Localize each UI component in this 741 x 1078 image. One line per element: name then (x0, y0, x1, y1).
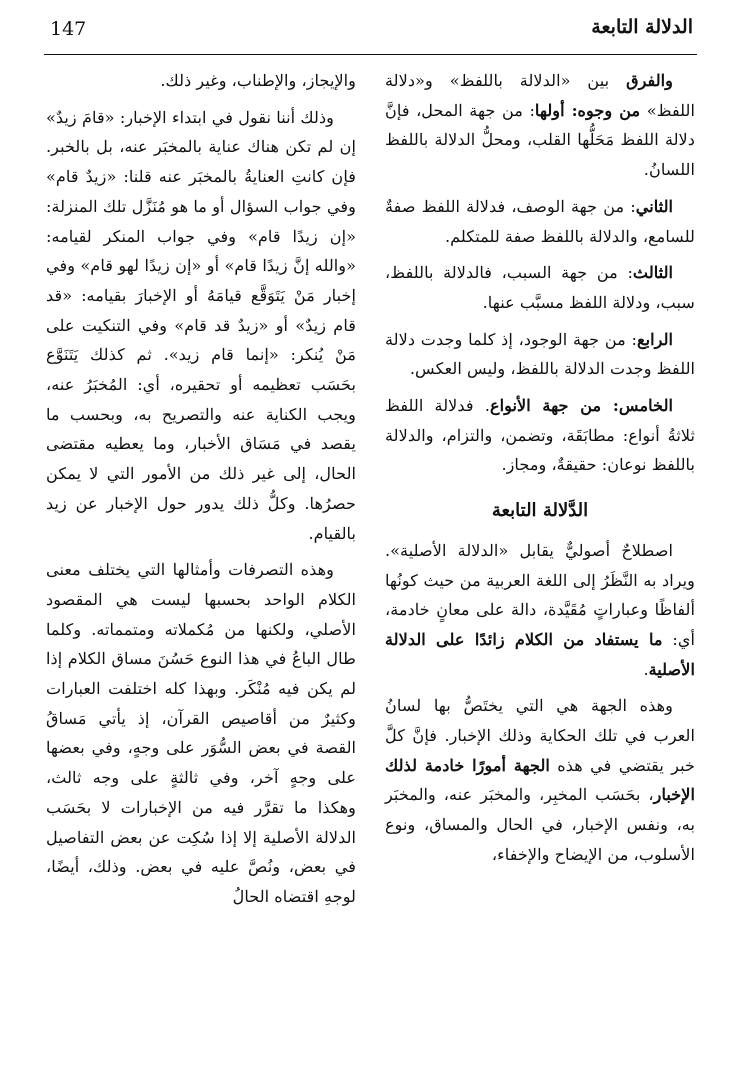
page-number: 147 (50, 18, 87, 40)
page-header (44, 14, 697, 55)
lead-term: الثالث (632, 263, 673, 283)
paragraph (385, 66, 695, 185)
paragraph (385, 192, 695, 251)
text-run: وهذه الجهة هي التي يختَصُّ بها لسانُ العرب في تلك الحكاية وذلك الإخبار. فإنَّ كلَّ خبر يقتضي في هذه (385, 696, 695, 775)
paragraph: وذلك أننا نقول في ابتداء الإخبار: «قامَ زيدٌ» إن لم تكن هناك عناية بالمخبَر عنه، بل بالخبر. فإن كانتِ العنايةُ بالمخبَر عنه قلنا: «زيدٌ قام» وفي جواب السؤال أو ما هو مُنَزَّل تلك المنزلة: «إن زيدًا قام» وفي جواب المنكر لقيامه: «والله إنَّ زيدًا قام» أو «إن زيدًا لهو قام» وفي إخبار مَنْ يَتَوَقَّع قيامَهُ أو الإخبارَ بقيامه: «قد قام زيدٌ» أو «زيدٌ قد قام» وفي التنكيت على مَنْ يُنكر: «إنما قام زيد». ثم كذلك يَتَنَوَّع بحَسَب تعظيمه أو تحقيره، أي: المُخبَرُ عنه، ويجب الكناية عنه والتصريح به، وبحسب ما يقصد في مَسَاق الأخبار، وما يعطيه مقتضى الحال، إلى غير ذلك من الأمور التي لا يمكن حصرُها. وكلُّ ذلك يدور حول الإخبار عن زيد بالقيام. (46, 107, 356, 543)
text-run: : من جهة الوصف، فدلالة اللفظ صفةٌ للسامع، والدلالة باللفظ صفة للمتكلم. (385, 196, 695, 246)
paragraph: وهذه التصرفات وأمثالها التي يختلف معنى الكلام الواحد بحسبها ليست هي المقصود الأصلي، ولكنها من مُكملاته ومتمماته. وكلما طال الباعُ في هذا النوع حَسُنَ مساق الكلام إذا لم يكن فيه مُنْكَر. وبهذا كله اختلفت العبارات وكثيرٌ من أقاصيص القرآن، إذ يأتي مَساقُ القصة في بعض السُّوَر على وجهٍ، وفي بعضها على وجهٍ آخر، وفي ثالثةٍ على وجه ثالث، وهكذا ما تقرَّر فيه من الإخبارات لا بحَسَب الدلالة الأصلية إلا إذا سُكِت عن بعض التفاصيل في بعض، ونُصَّ عليه في بعض. وذلك، أيضًا، لوجهِ اقتضاه الحالُ (46, 560, 356, 906)
bold-run: ما يستفاد من الكلام زائدًا على الدلالة الأصلية (385, 629, 695, 679)
text-run: بين «الدلالة باللفظ» و«دلالة اللفظ» (385, 71, 695, 120)
text-run: ، بحَسَب المخبِر، والمخبَر عنه، والمخبَر به، ونفس الإخبار، في الحال والمساق، ونوع الأسلوب، من الإيضاح والإخفاء، (385, 785, 695, 864)
bold-run: : من جهة الأنواع (489, 396, 619, 416)
text-run: اصطلاحٌ أصوليٌّ يقابل «الدلالة الأصلية». ويراد به النَّظَرُ إلى اللغة العربية من حيث كونُها ألفاظًا وعباراتٍ مُقَيَّدة، دالة على معانٍ خادمة، أي: (385, 540, 695, 649)
text-run: : من جهة الوجود، إذ كلما وجدت دلالة اللفظ وجدت الدلالة باللفظ، وليس العكس. (385, 329, 695, 379)
lead-term: والفرق (626, 71, 673, 90)
text-run: : من جهة المحل، فإنَّ دلالة اللفظ مَحَلُّها القلب، ومحلُّ الدلالة باللفظ اللسانُ. (385, 100, 695, 180)
right-column (385, 66, 695, 1066)
paragraph (385, 691, 695, 869)
paragraph (385, 258, 695, 317)
lead-term: الرابع (637, 329, 673, 349)
text-run: . (643, 659, 649, 679)
lead-term: الثاني (635, 196, 673, 216)
paragraph (385, 536, 695, 685)
left-column (46, 66, 356, 1066)
bold-run: الجهة أمورًا خادمة لذلك الإخبار (385, 755, 695, 805)
lead-term: الخامس (618, 396, 673, 416)
paragraph (385, 325, 695, 384)
section-title: الدَّلالة التابعة (491, 500, 589, 522)
paragraph: والإيجاز، والإطناب، وغير ذلك. (160, 71, 356, 90)
text-run: : من جهة السبب، فالدلالة باللفظ، سبب، ودلالة اللفظ مسبَّب عنها. (385, 263, 695, 312)
text-run: . فدلالة اللفظ ثلاثةُ أنواع: مطابَقَة، وتضمن، والتزام، والدلالة باللفظ نوعان: حقيقةٌ، ومجاز. (385, 396, 695, 475)
running-title: الدلالة التابعة (591, 16, 693, 38)
paragraph (385, 391, 695, 480)
bold-run: من وجوه: أولها (534, 100, 641, 120)
